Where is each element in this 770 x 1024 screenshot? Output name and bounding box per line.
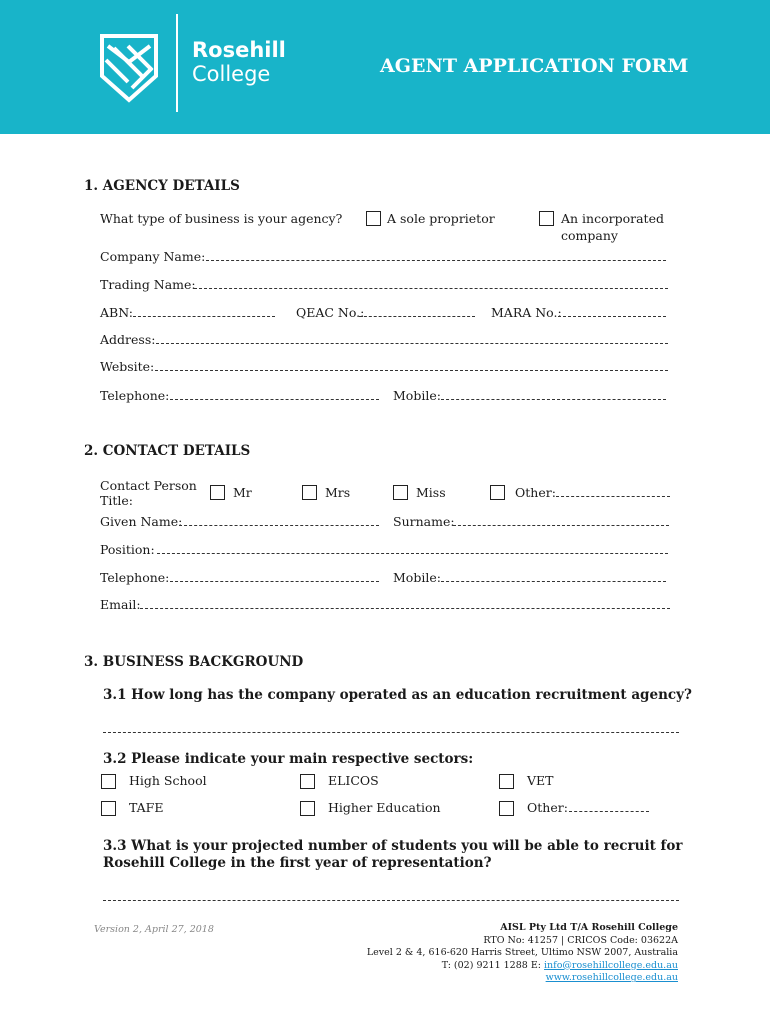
abn-field[interactable] xyxy=(133,316,275,317)
business-type-question: What type of business is your agency? xyxy=(100,211,343,226)
logo-text-college: College xyxy=(192,62,271,86)
contact-telephone-label: Telephone: xyxy=(100,570,170,585)
contact-title-label-line2: Title: xyxy=(100,493,133,508)
surname-label: Surname: xyxy=(393,514,455,529)
address-field[interactable] xyxy=(156,343,668,344)
other-title-label: Other: xyxy=(515,485,556,500)
elicos-checkbox[interactable] xyxy=(300,774,315,789)
high-school-label: High School xyxy=(129,773,207,788)
contact-title-label-line1: Contact Person xyxy=(100,478,197,493)
question-3-3-line2: Rosehill College in the first year of representation? xyxy=(103,855,492,871)
trading-name-field[interactable] xyxy=(194,288,668,289)
surname-field[interactable] xyxy=(453,525,669,526)
other-title-field[interactable] xyxy=(556,496,670,497)
vet-checkbox[interactable] xyxy=(499,774,514,789)
mobile-label: Mobile: xyxy=(393,388,441,403)
company-name-label: Company Name: xyxy=(100,249,206,264)
contact-mobile-label: Mobile: xyxy=(393,570,441,585)
logo-divider xyxy=(176,14,178,112)
incorporated-company-checkbox[interactable] xyxy=(539,211,554,226)
sole-proprietor-label: A sole proprietor xyxy=(387,211,495,226)
position-label: Position: xyxy=(100,542,155,557)
footer-phone-email xyxy=(367,960,678,973)
incorporated-label-line2: company xyxy=(561,228,618,243)
footer-company: AISL Pty Ltd T/A Rosehill College xyxy=(500,922,678,933)
miss-checkbox[interactable] xyxy=(393,485,408,500)
telephone-field[interactable] xyxy=(170,399,379,400)
footer-address: Level 2 & 4, 616-620 Harris Street, Ultimo NSW 2007, Australia xyxy=(366,947,678,959)
tafe-label: TAFE xyxy=(129,800,164,815)
rosehill-logo-icon xyxy=(98,32,160,104)
miss-label: Miss xyxy=(416,485,446,500)
qeac-label: QEAC No.: xyxy=(296,305,365,320)
version-text: Version 2, April 27, 2018 xyxy=(94,924,214,935)
given-name-label: Given Name: xyxy=(100,514,183,529)
mr-checkbox[interactable] xyxy=(210,485,225,500)
higher-education-label: Higher Education xyxy=(328,800,441,815)
section-title-business-background: 3. BUSINESS BACKGROUND xyxy=(84,654,304,670)
question-3-2: 3.2 Please indicate your main respective sectors: xyxy=(103,751,474,767)
qeac-field[interactable] xyxy=(359,316,475,317)
abn-label: ABN: xyxy=(100,305,133,320)
section-title-contact-details: 2. CONTACT DETAILS xyxy=(84,443,251,459)
high-school-checkbox[interactable] xyxy=(101,774,116,789)
form-title: AGENT APPLICATION FORM xyxy=(380,55,689,77)
incorporated-label-line1: An incorporated xyxy=(561,211,664,226)
mrs-label: Mrs xyxy=(325,485,351,500)
given-name-field[interactable] xyxy=(179,525,379,526)
position-field[interactable] xyxy=(157,553,668,554)
company-name-field[interactable] xyxy=(206,260,666,261)
elicos-label: ELICOS xyxy=(328,773,379,788)
footer-contact-block xyxy=(367,922,678,985)
question-3-1: 3.1 How long has the company operated as an education recruitment agency? xyxy=(103,687,692,703)
footer-website-link[interactable]: www.rosehillcollege.edu.au xyxy=(545,972,678,984)
header-banner xyxy=(0,0,770,134)
other-sector-label: Other: xyxy=(527,800,568,815)
footer-email-link[interactable]: info@rosehillcollege.edu.au xyxy=(544,959,678,971)
answer-3-3-field[interactable] xyxy=(103,900,679,901)
contact-mobile-field[interactable] xyxy=(441,581,666,582)
section-title-agency-details: 1. AGENCY DETAILS xyxy=(84,178,240,194)
mobile-field[interactable] xyxy=(441,399,666,400)
email-label: Email: xyxy=(100,597,141,612)
email-field[interactable] xyxy=(140,608,670,609)
other-sector-checkbox[interactable] xyxy=(499,801,514,816)
contact-telephone-field[interactable] xyxy=(170,581,379,582)
mara-field[interactable] xyxy=(558,316,666,317)
answer-3-1-field[interactable] xyxy=(103,732,679,733)
higher-education-checkbox[interactable] xyxy=(300,801,315,816)
logo-text-rosehill: Rosehill xyxy=(192,38,286,62)
address-label: Address: xyxy=(100,332,156,347)
telephone-label: Telephone: xyxy=(100,388,170,403)
mr-label: Mr xyxy=(233,485,252,500)
other-title-checkbox[interactable] xyxy=(490,485,505,500)
mrs-checkbox[interactable] xyxy=(302,485,317,500)
mara-label: MARA No.: xyxy=(491,305,562,320)
vet-label: VET xyxy=(527,773,554,788)
question-3-3-line1: 3.3 What is your projected number of students you will be able to recruit for xyxy=(103,838,683,854)
website-field[interactable] xyxy=(155,370,668,371)
other-sector-field[interactable] xyxy=(569,811,649,812)
website-label: Website: xyxy=(100,359,155,374)
footer-phone: T: (02) 9211 1288 E: xyxy=(441,959,541,971)
trading-name-label: Trading Name: xyxy=(100,277,196,292)
tafe-checkbox[interactable] xyxy=(101,801,116,816)
sole-proprietor-checkbox[interactable] xyxy=(366,211,381,226)
footer-codes: RTO No: 41257 | CRICOS Code: 03622A xyxy=(483,934,678,946)
